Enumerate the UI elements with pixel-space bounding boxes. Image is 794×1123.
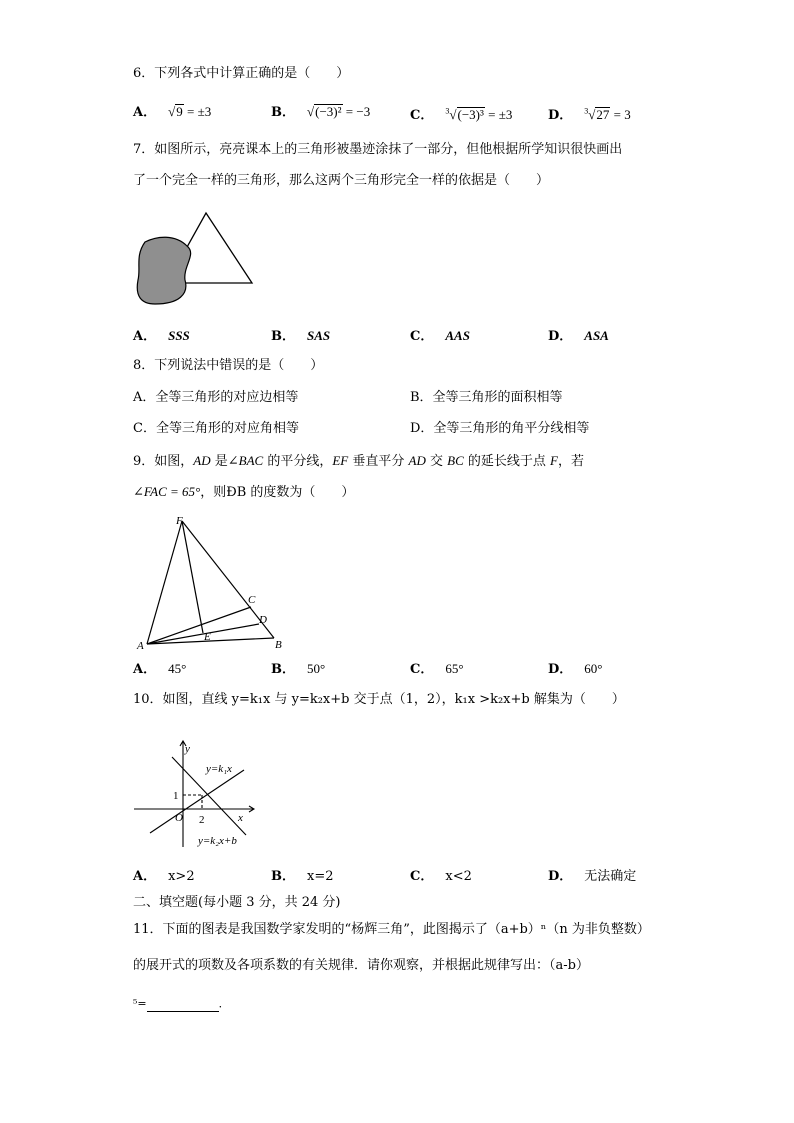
q6-option-c: C． $^3$√(−3)³ = ±3 — [410, 107, 513, 124]
q8-option-a: A．全等三角形的对应边相等 — [133, 390, 299, 405]
q10-option-c: C． x<2 — [410, 869, 472, 884]
label-y: y — [185, 743, 190, 755]
segment-fa — [147, 521, 182, 644]
label-1: 1 — [173, 790, 179, 802]
q7-option-a: A． SSS — [133, 328, 190, 344]
q11-stem-line1: 11．下面的图表是我国数学家发明的“杨辉三角”，此图揭示了（a+b）ⁿ（n 为非负整数） — [133, 922, 650, 937]
q6-option-b: B． √(−3)² = −3 — [271, 104, 371, 120]
q7-stem-line2: 了一个完全一样的三角形，那么这两个三角形完全一样的依据是（ ） — [133, 173, 550, 188]
q8-option-b: B．全等三角形的面积相等 — [410, 390, 563, 405]
label-line-k2x-b: y=k₂x+b — [198, 835, 237, 847]
label-line-k1x: y=k₁x — [206, 763, 232, 775]
q10-figure — [128, 735, 268, 850]
q6-option-a: A． √9 = ±3 — [133, 104, 212, 120]
label-c: C — [248, 594, 256, 606]
q9-option-c: C． 65° — [410, 661, 464, 677]
label-x: x — [238, 812, 243, 824]
q7-option-c: C． AAS — [410, 328, 470, 344]
answer-blank[interactable] — [147, 999, 219, 1012]
q10-option-b: B． x=2 — [271, 869, 334, 884]
label-2: 2 — [199, 814, 205, 826]
q11-stem-line3: ⁵= ． — [133, 997, 230, 1010]
section-2-title: 二、填空题(每小题 3 分，共 24 分) — [133, 895, 341, 910]
label-d: D — [259, 614, 267, 626]
q10-option-d: D． 无法确定 — [548, 869, 637, 884]
q9-figure — [135, 512, 295, 652]
q7-option-b: B． SAS — [271, 328, 331, 344]
q8-option-d: D．全等三角形的角平分线相等 — [410, 421, 590, 436]
q11-stem-line2: 的展开式的项数及各项系数的有关规律．请你观察，并根据此规律写出：（a-b） — [133, 958, 589, 973]
ink-blot — [137, 237, 190, 304]
q6-stem: 6．下列各式中计算正确的是（ ） — [133, 66, 350, 81]
q6-option-d: D． $^3$√27 = 3 — [548, 107, 631, 124]
label-a: A — [137, 640, 144, 652]
q7-stem-line1: 7．如图所示，亮亮课本上的三角形被墨迹涂抹了一部分，但他根据所学知识很快画出 — [133, 142, 623, 157]
q9-stem-line1: 9．如图，AD 是∠BAC 的平分线，EF 垂直平分 AD 交 BC 的延长线于点 F，若 — [133, 453, 584, 469]
label-b: B — [275, 639, 282, 651]
q10-stem: 10．如图，直线 y=k₁x 与 y=k₂x+b 交于点（1，2），k₁x >k₂x+b 解集为（ ） — [133, 692, 625, 707]
q9-stem-line2: ∠FAC = 65°，则ÐB 的度数为（ ） — [133, 484, 355, 500]
line-k1x — [150, 770, 244, 833]
q8-option-c: C．全等三角形的对应角相等 — [133, 421, 299, 436]
label-e: E — [204, 631, 211, 643]
segment-fe — [182, 521, 203, 633]
label-f: F — [176, 515, 183, 527]
q9-option-b: B． 50° — [271, 661, 326, 677]
q8-stem: 8．下列说法中错误的是（ ） — [133, 358, 324, 373]
q9-option-a: A． 45° — [133, 661, 187, 677]
label-origin: O — [175, 812, 183, 824]
q9-option-d: D． 60° — [548, 661, 603, 677]
q10-option-a: A． x>2 — [133, 869, 195, 884]
q7-figure-ink-triangle — [135, 210, 265, 310]
q7-option-d: D． ASA — [548, 328, 609, 344]
